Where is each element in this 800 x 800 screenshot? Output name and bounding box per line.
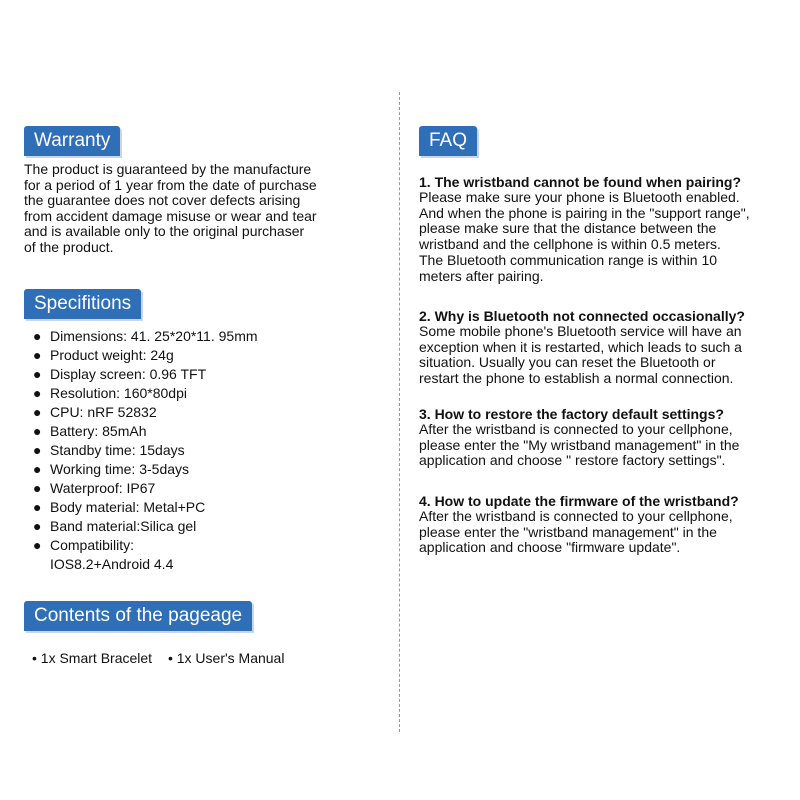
bullet-icon: ● <box>33 423 42 439</box>
warranty-text: The product is guaranteed by the manufacture for a period of 1 year from the date of purchase the guarantee does not cover defects arising from accident damage misuse or wear and tear and is available only to the original purchaser of the product. <box>24 161 317 255</box>
spec-item: ● Body material: Metal+PC <box>33 499 206 515</box>
fold-line-divider <box>399 92 400 732</box>
bullet-icon: ● <box>33 442 42 458</box>
spec-item: ● Battery: 85mAh <box>33 423 147 439</box>
faq-answer: Some mobile phone's Bluetooth service will have an exception when it is restarted, which leads to such a situation. Usually you can reset the Bluetooth or restart the phone to establish a normal connection. <box>419 323 742 387</box>
bullet-icon: ● <box>33 328 42 344</box>
spec-item: ● Dimensions: 41. 25*20*11. 95mm <box>33 328 258 344</box>
faq-header <box>419 126 477 156</box>
spec-item: ● Band material:Silica gel <box>33 518 197 534</box>
faq-answer: Please make sure your phone is Bluetooth enabled. And when the phone is pairing in the "support range", please make sure that the distance between the wristband and the cellphone is within 0.5 meters. The Bluetooth communication range is within 10 meters after pairing. <box>419 189 750 284</box>
faq-item <box>419 406 791 469</box>
faq-item <box>419 493 791 556</box>
faq-title: FAQ <box>429 130 468 151</box>
faq-item <box>419 308 791 387</box>
bullet-icon: ● <box>33 347 42 363</box>
spec-item: ● CPU: nRF 52832 <box>33 404 157 420</box>
specs-header <box>24 289 141 319</box>
spec-item: ● Product weight: 24g <box>33 347 174 363</box>
bullet-icon: ● <box>33 537 42 553</box>
warranty-header <box>24 126 120 156</box>
contents-list <box>32 650 296 666</box>
spec-item: ● Display screen: 0.96 TFT <box>33 366 207 382</box>
bullet-icon: ● <box>33 366 42 382</box>
contents-item: • 1x Smart Bracelet <box>32 650 153 666</box>
faq-item <box>419 174 791 284</box>
bullet-icon: ● <box>33 480 42 496</box>
warranty-title: Warranty <box>34 130 111 151</box>
spec-item: ● Standby time: 15days <box>33 442 185 458</box>
contents-item: • 1x User's Manual <box>167 650 285 666</box>
bullet-icon: ● <box>33 404 42 420</box>
faq-answer: After the wristband is connected to your cellphone, please enter the "My wristband management" in the application and choose " restore factory settings". <box>419 421 740 469</box>
bullet-icon: ● <box>33 385 42 401</box>
faq-question: 3. How to restore the factory default settings? <box>419 406 724 422</box>
bullet-icon: ● <box>33 518 42 534</box>
faq-answer: After the wristband is connected to your cellphone, please enter the "wristband management" in the application and choose "firmware update". <box>419 508 733 556</box>
specs-title: Specifitions <box>34 293 132 314</box>
spec-list <box>24 327 384 574</box>
bullet-icon: ● <box>33 499 42 515</box>
bullet-icon: ● <box>33 461 42 477</box>
faq-question: 1. The wristband cannot be found when pairing? <box>419 174 742 190</box>
contents-header <box>24 601 252 631</box>
contents-title: Contents of the pageage <box>34 605 243 626</box>
faq-question: 2. Why is Bluetooth not connected occasionally? <box>419 308 745 324</box>
faq-question: 4. How to update the firmware of the wristband? <box>419 493 739 509</box>
spec-item: ● Working time: 3-5days <box>33 461 190 477</box>
spec-item: ● Compatibility: IOS8.2+Android 4.4 <box>33 537 174 572</box>
spec-item: ● Waterproof: IP67 <box>33 480 156 496</box>
spec-item: ● Resolution: 160*80dpi <box>33 385 187 401</box>
